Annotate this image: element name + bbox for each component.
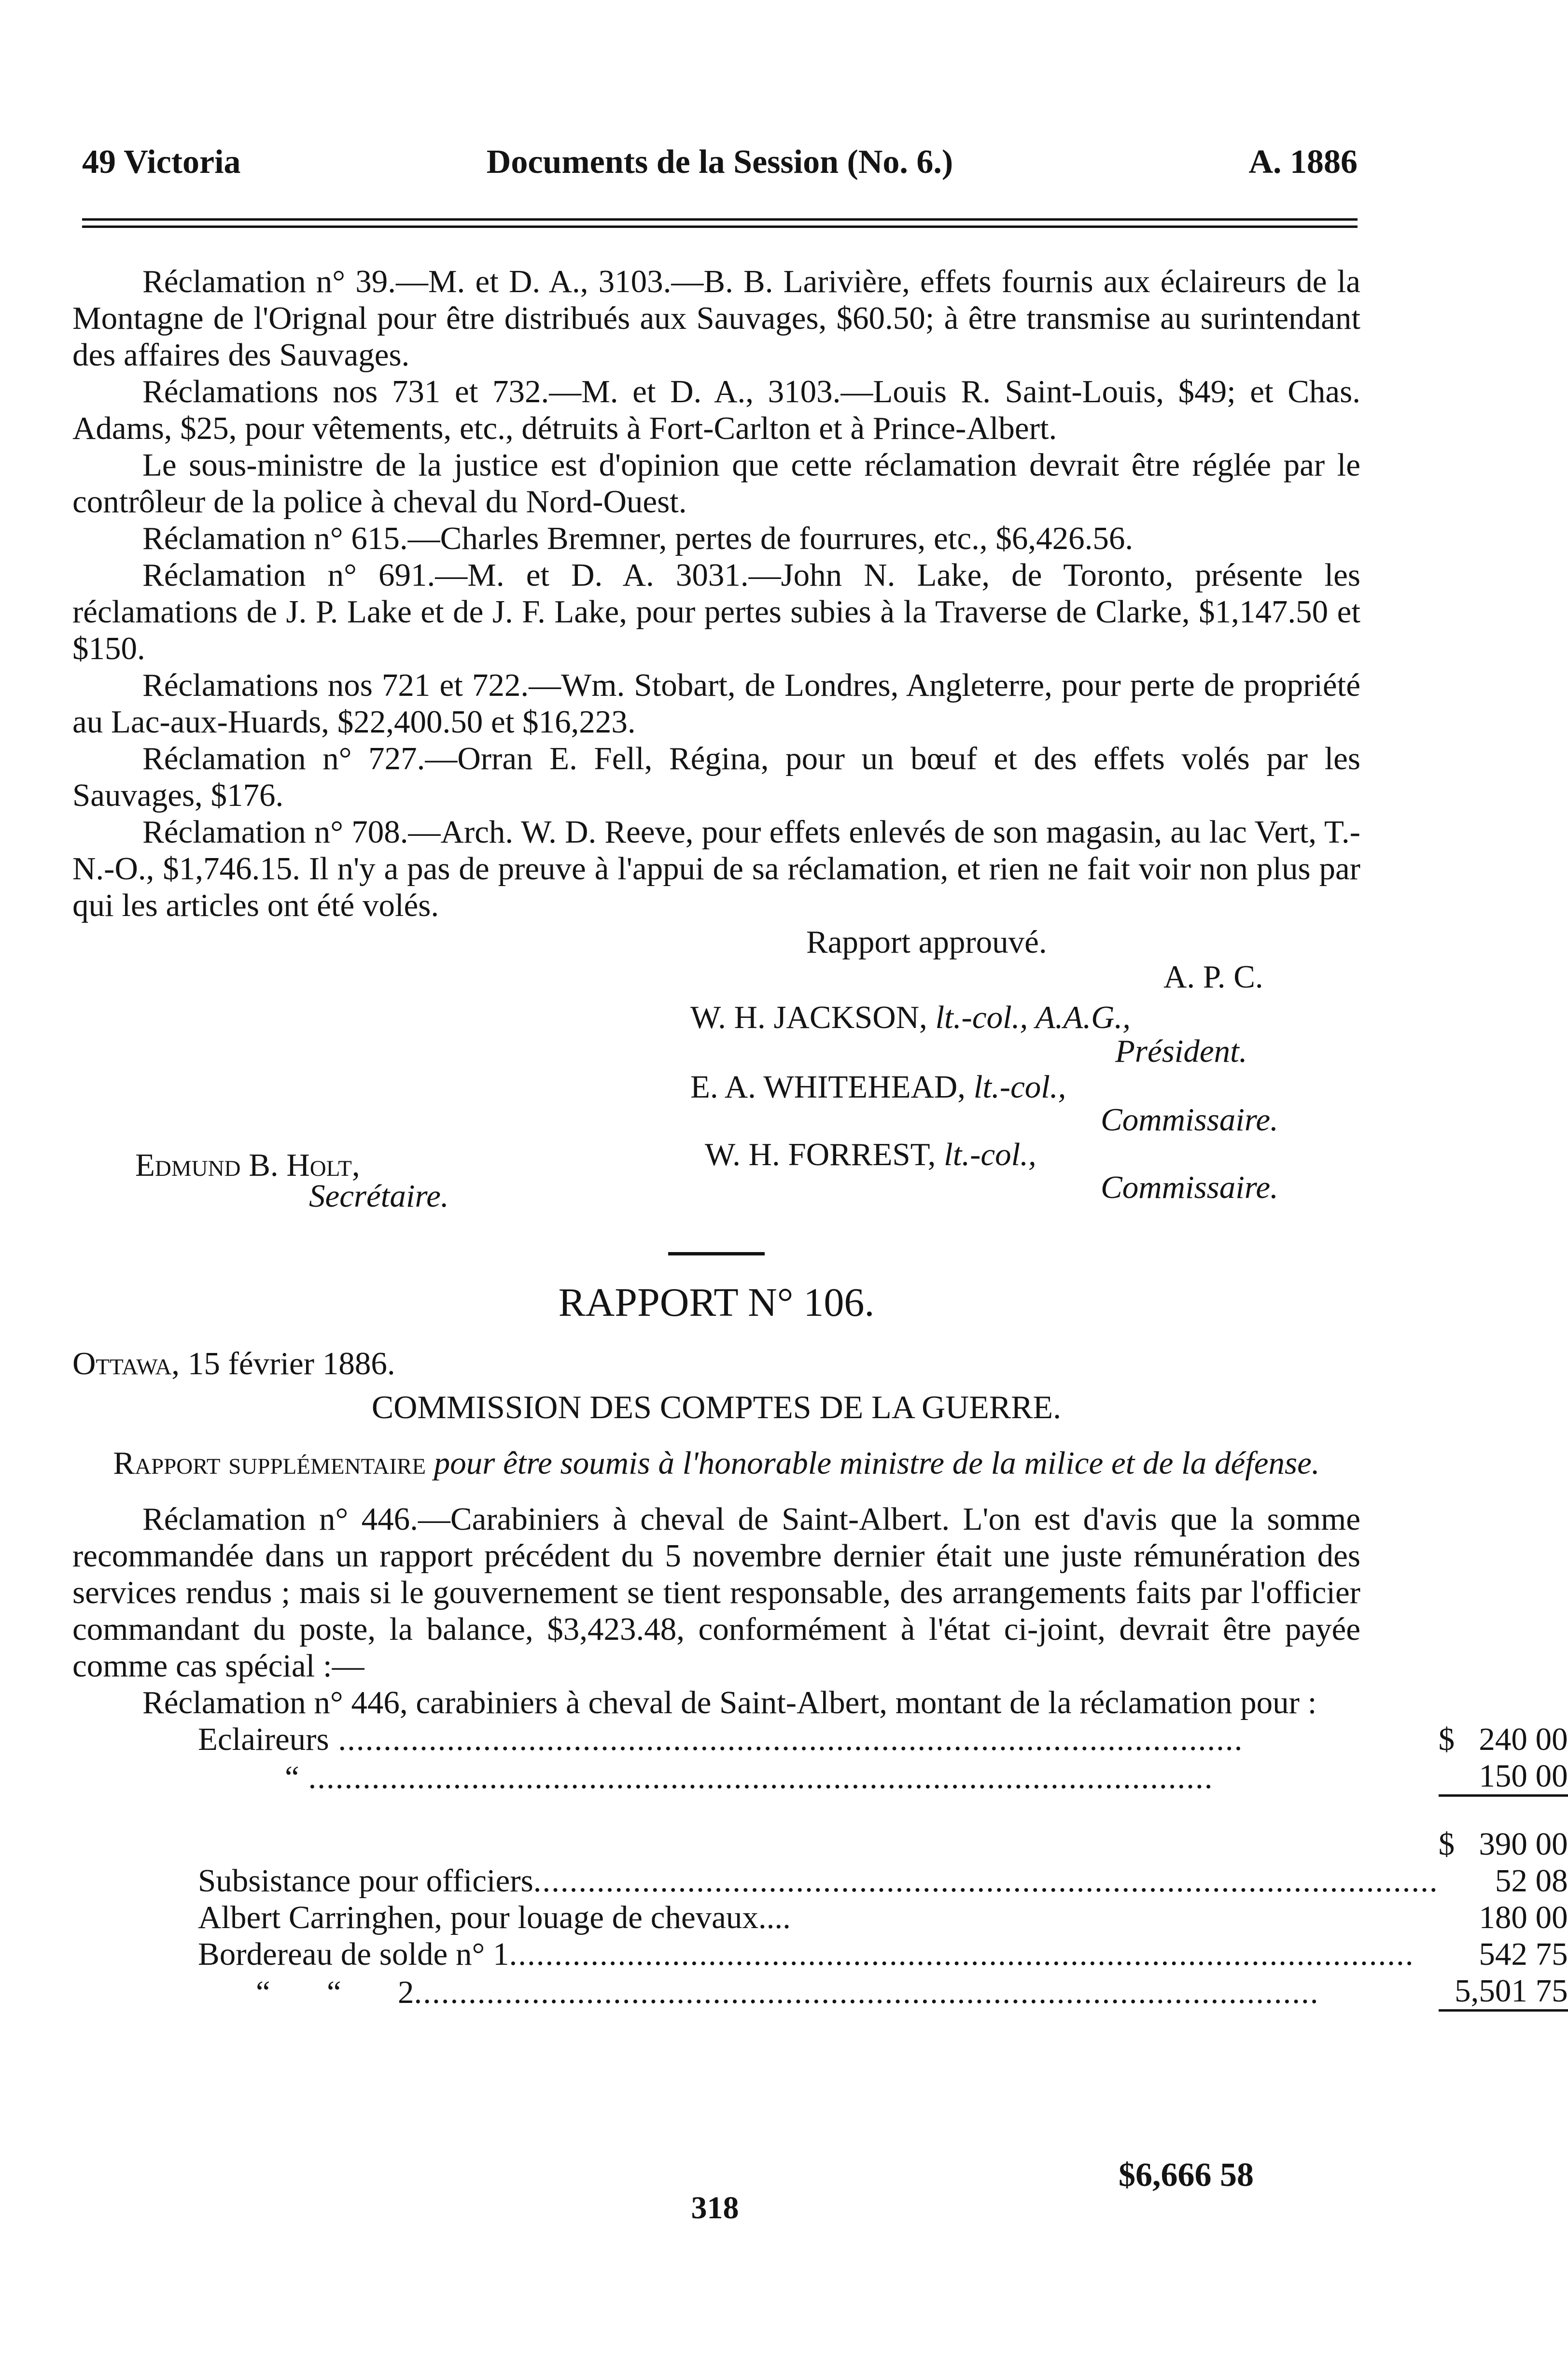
paragraph: Réclamation n° 446.—Carabiniers à cheval de Saint-Albert. L'on est d'avis que la somme recommandée dans un rapport précédent du 5 novembre dernier était une juste rémunération des services rendus ; mais si le gouvernement se tient responsable, des arrangements faits par l'officier commandant du poste, la balance, $3,423.48, conformément à l'état ci-joint, devrait être payée comme cas spécial :— [72, 1501, 1360, 1684]
header-left: 49 Victoria [82, 143, 241, 181]
signatory-title: Commissaire. [1101, 1169, 1278, 1205]
secretary-title: Secrétaire. [309, 1178, 449, 1214]
paragraph: Réclamation n° 727.—Orran E. Fell, Régina, pour un bœuf et des effets volés par les Sauvages, $176. [72, 741, 1360, 813]
signatory-title: Président. [1115, 1033, 1247, 1069]
paragraph: Réclamation n° 708.—Arch. W. D. Reeve, pour effets enlevés de son magasin, au lac Vert, T.-N.-O., $1,746.15. Il n'y a pas de preuve à l'appui de sa réclamation, et rien ne fait voir non plus par qui les articles ont été volés. [72, 814, 1360, 923]
amount: 52 08 [1495, 1863, 1568, 1899]
report-title: RAPPORT N° 106. [558, 1280, 875, 1325]
table-row: Subsistance pour officiers.................................................................................................... 52 08 [198, 1863, 1568, 1899]
paragraph: Réclamations nos 731 et 732.—M. et D. A., 3103.—Louis R. Saint-Louis, $49; et Chas. Adams, $25, pour vêtements, etc., détruits à Fort-Carlton et à Prince-Albert. [72, 374, 1360, 446]
signature-block [72, 924, 1360, 1214]
table-row: Albert Carringhen, pour louage de chevaux.... 180 00 [198, 1900, 1568, 1935]
amount: 542 75 [1479, 1936, 1568, 1972]
paragraph: Réclamation n° 691.—M. et D. A. 3031.—John N. Lake, de Toronto, présente les réclamations de J. P. Lake et de J. F. Lake, pour pertes subies à la Traverse de Clarke, $1,147.50 et $150. [72, 557, 1360, 666]
page-number: 318 [691, 2190, 739, 2226]
initials: A. P. C. [1163, 959, 1263, 995]
table-row: “ “ 2.................................................................................................... 5,501 75 [256, 1973, 1568, 2010]
paragraph: Réclamation n° 39.—M. et D. A., 3103.—B. B. Larivière, effets fournis aux éclaireurs de la Montagne de l'Orignal pour être distribués aux Sauvages, $60.50; à être transmise au surintendant des affaires des Sauvages. [72, 264, 1360, 373]
signatory-name: E. A. WHITEHEAD, lt.-col., [690, 1069, 1066, 1105]
dollar-sign: $ [1438, 1721, 1455, 1757]
paragraph: Réclamation n° 446, carabiniers à cheval de Saint-Albert, montant de la réclamation pour : [142, 1685, 1317, 1720]
amount: 240 00 [1479, 1721, 1568, 1757]
header-rule-bottom [82, 225, 1358, 228]
running-header [82, 143, 1358, 186]
header-rule-top [82, 218, 1358, 221]
claims-table [198, 1721, 1568, 2031]
report-dateline: Ottawa, 15 février 1886. [72, 1346, 395, 1381]
page-body [72, 263, 1568, 2031]
paragraph: Réclamations nos 721 et 722.—Wm. Stobart, de Londres, Angleterre, pour perte de propriété au Lac-aux-Huards, $22,400.50 et $16,223. [72, 667, 1360, 740]
commission-heading: COMMISSION DES COMPTES DE LA GUERRE. [371, 1389, 1062, 1425]
approval-line: Rapport approuvé. [806, 924, 1047, 960]
grand-total: $6,666 58 [1119, 2156, 1254, 2194]
table-row: Eclaireurs .................................................................................................... $ 240 00 [198, 1721, 1568, 1757]
amount: 180 00 [1479, 1900, 1568, 1935]
subtotal-row: $ 390 00 [1438, 1826, 1568, 1862]
header-right: A. 1886 [1248, 143, 1358, 181]
secretary-name: Edmund B. Holt, [135, 1147, 360, 1183]
paragraph: Le sous-ministre de la justice est d'opinion que cette réclamation devrait être réglée par le contrôleur de la police à cheval du Nord-Ouest. [72, 447, 1360, 520]
subtotal-amount: 390 00 [1479, 1826, 1568, 1862]
amount: 5,501 75 [1455, 1973, 1568, 2009]
table-row: “ .................................................................................................... 150 00 [285, 1758, 1568, 1795]
section-divider [668, 1252, 765, 1255]
amount: 150 00 [1479, 1758, 1568, 1794]
header-center: Documents de la Session (No. 6.) [486, 143, 953, 181]
paragraph: Réclamation n° 615.—Charles Bremner, pertes de fourrures, etc., $6,426.56. [142, 521, 1134, 556]
supplementary-heading: Rapport supplémentaire pour être soumis à l'honorable ministre de la milice et de la défense. [113, 1445, 1320, 1481]
signatory-name: W. H. JACKSON, lt.-col., A.A.G., [690, 1000, 1131, 1035]
signatory-name: W. H. FORREST, lt.-col., [705, 1137, 1036, 1172]
signatory-title: Commissaire. [1101, 1102, 1278, 1138]
table-row: Bordereau de solde n° 1.................................................................................................... 542 75 [198, 1936, 1568, 1972]
